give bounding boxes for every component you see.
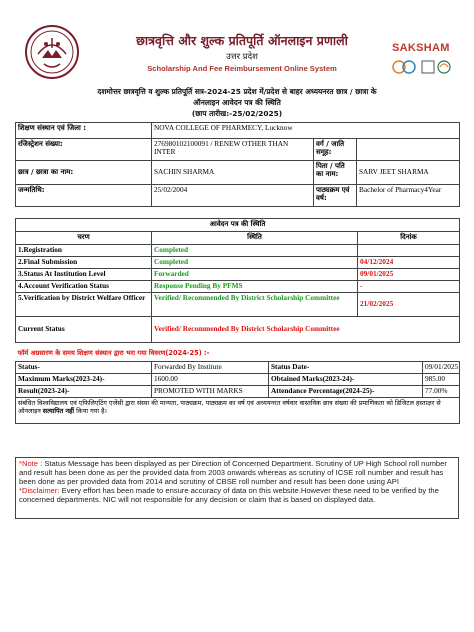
- col-status-header: स्थिति: [152, 232, 358, 245]
- status-value: Forwarded By Institute: [152, 361, 269, 373]
- declaration-text: संबंधित विश्वविद्यालय एवं एफिलिएटिंग एजेंसी द्वारा संस्था की मान्यता, पाठ्यक्रम, पाठ्यक्रम का वर्ष एवं अध्ययनरत वर्षवार वास्तविक छात्र संख्या की प्रमाणिकता को डिजिटल हस्ताक्षर से ऑनलाइन: [18, 398, 441, 416]
- status-cell: Completed: [152, 245, 358, 257]
- institution-value: NOVA COLLEGE OF PHARMECY, Lucknow: [152, 123, 460, 139]
- result-value: PROMOTED WITH MARKS: [152, 385, 269, 397]
- status-cell: Response Pending By PFMS: [152, 281, 358, 293]
- subheading-line-2: ऑनलाइन आवेदन पत्र की स्थिति: [193, 98, 281, 107]
- category-value: [357, 139, 460, 161]
- disclaimer-text: Every effort has been made to ensure accuracy of data on this website.However these need to be verified by the concerned departments. NIC will not responsible for any decision or claim that is based on displayed data.: [19, 486, 439, 505]
- student-name-label: छात्र / छात्रा का नाम:: [16, 161, 152, 185]
- stage-cell: 1.Registration: [16, 245, 152, 257]
- declaration-emphasis: सत्यापित नहीं: [42, 407, 75, 416]
- father-name-value: SARV JEET SHARMA: [357, 161, 460, 185]
- status-cell: Completed: [152, 257, 358, 269]
- status-label: Status-: [16, 361, 152, 373]
- table-row: [16, 293, 460, 317]
- status-table-title: आवेदन पत्र की स्थिति: [16, 219, 460, 232]
- state-name-hindi: उत्तर प्रदेश: [226, 52, 258, 62]
- registration-label: रजिस्ट्रेशन संख्या:: [16, 139, 152, 161]
- declaration-end: किया गया है।: [74, 407, 107, 416]
- subheading-line-1: दशमोत्तर छात्रवृत्ति व शुल्क प्रतिपूर्ति सत्र-2024-25 प्रदेश में/प्रदेश से बाहर अध्ययनरत छात्र / छात्रा के: [97, 87, 377, 96]
- course-value: Bachelor of Pharmacy4Year: [357, 185, 460, 207]
- category-label: वर्ग / जाति समूह:: [314, 139, 357, 161]
- obtained-marks-value: 985.00: [423, 373, 460, 385]
- print-date: (छाप तारीख:-25/02/2025): [191, 109, 283, 118]
- result-label: Result(2023-24)-: [16, 385, 152, 397]
- note-label: *Note :: [19, 459, 43, 468]
- father-name-label: पिता / पति का नाम:: [314, 161, 357, 185]
- table-row: [16, 245, 460, 257]
- stage-cell: 5.Verification by District Welfare Officer: [16, 293, 152, 317]
- table-row: [16, 269, 460, 281]
- form-section-heading: फॉर्म अग्रसारण के समय शिक्षण संस्थान द्वारा भरा गया विवरण(2024-25) :-: [16, 349, 460, 361]
- attendance-label: Attendance Percentage(2024-25)-: [269, 385, 423, 397]
- institution-form-details-table: [15, 349, 460, 424]
- date-cell: 04/12/2024: [358, 257, 460, 269]
- date-cell: 09/01/2025: [358, 269, 460, 281]
- up-state-emblem-icon: [24, 24, 80, 80]
- dob-label: जन्मतिथि:: [16, 185, 152, 207]
- table-row: [16, 257, 460, 269]
- current-status-row: [16, 317, 460, 343]
- note-box: [15, 457, 459, 519]
- header: [14, 22, 460, 84]
- partner-logos-icon: [392, 57, 456, 77]
- status-cell: Forwarded: [152, 269, 358, 281]
- application-status-table: [15, 218, 460, 343]
- date-cell: [358, 245, 460, 257]
- portal-title-english: Scholarship And Fee Reimbursement Online System: [147, 64, 337, 73]
- stage-cell: 3.Status At Institution Level: [16, 269, 152, 281]
- table-row: [16, 281, 460, 293]
- student-name-value: SACHIN SHARMA: [152, 161, 314, 185]
- status-date-label: Status Date-: [269, 361, 423, 373]
- course-label: पाठ्यक्रम एवं वर्ष:: [314, 185, 357, 207]
- current-status-label: Current Status: [16, 317, 152, 343]
- note-text: Status Message has been displayed as per Direction of Concerned Department. Scrutiny of UP High School roll number and result has been done as per the provided data from 2003 onwards whereas as scrutiny of ICSE roll number and result has been done as per provided data from 2014 and scrutiny of CBSE roll number and result has been done using API: [19, 459, 447, 487]
- status-date-value: 09/01/2025: [423, 361, 460, 373]
- obtained-marks-label: Obtained Marks(2023-24)-: [269, 373, 423, 385]
- registration-value: 276980102100091 / RENEW OTHER THAN INTER: [152, 139, 314, 161]
- stage-cell: 4.Account Verification Status: [16, 281, 152, 293]
- current-status-value: Verified/ Recommended By District Scholarship Committee: [152, 317, 460, 343]
- status-cell: Verified/ Recommended By District Scholarship Committee: [152, 293, 358, 317]
- max-marks-label: Maximum Marks(2023-24)-: [16, 373, 152, 385]
- date-cell: 21/02/2025: [358, 293, 460, 317]
- col-date-header: दिनांक: [358, 232, 460, 245]
- stage-cell: 2.Final Submission: [16, 257, 152, 269]
- max-marks-value: 1600.00: [152, 373, 269, 385]
- portal-title-hindi: छात्रवृत्ति और शुल्क प्रतिपूर्ति ऑनलाइन प्रणाली: [136, 33, 348, 48]
- student-info-table: [15, 122, 460, 207]
- verification-declaration: [16, 397, 460, 423]
- disclaimer-label: *Disclaimer:: [19, 486, 60, 496]
- date-cell: -: [358, 281, 460, 293]
- saksham-logo-text: SAKSHAM: [392, 42, 450, 54]
- institution-label: शिक्षण संस्थान एवं जिला :: [16, 123, 152, 139]
- col-stage-header: चरण: [16, 232, 152, 245]
- attendance-value: 77.00%: [423, 385, 460, 397]
- dob-value: 25/02/2004: [152, 185, 314, 207]
